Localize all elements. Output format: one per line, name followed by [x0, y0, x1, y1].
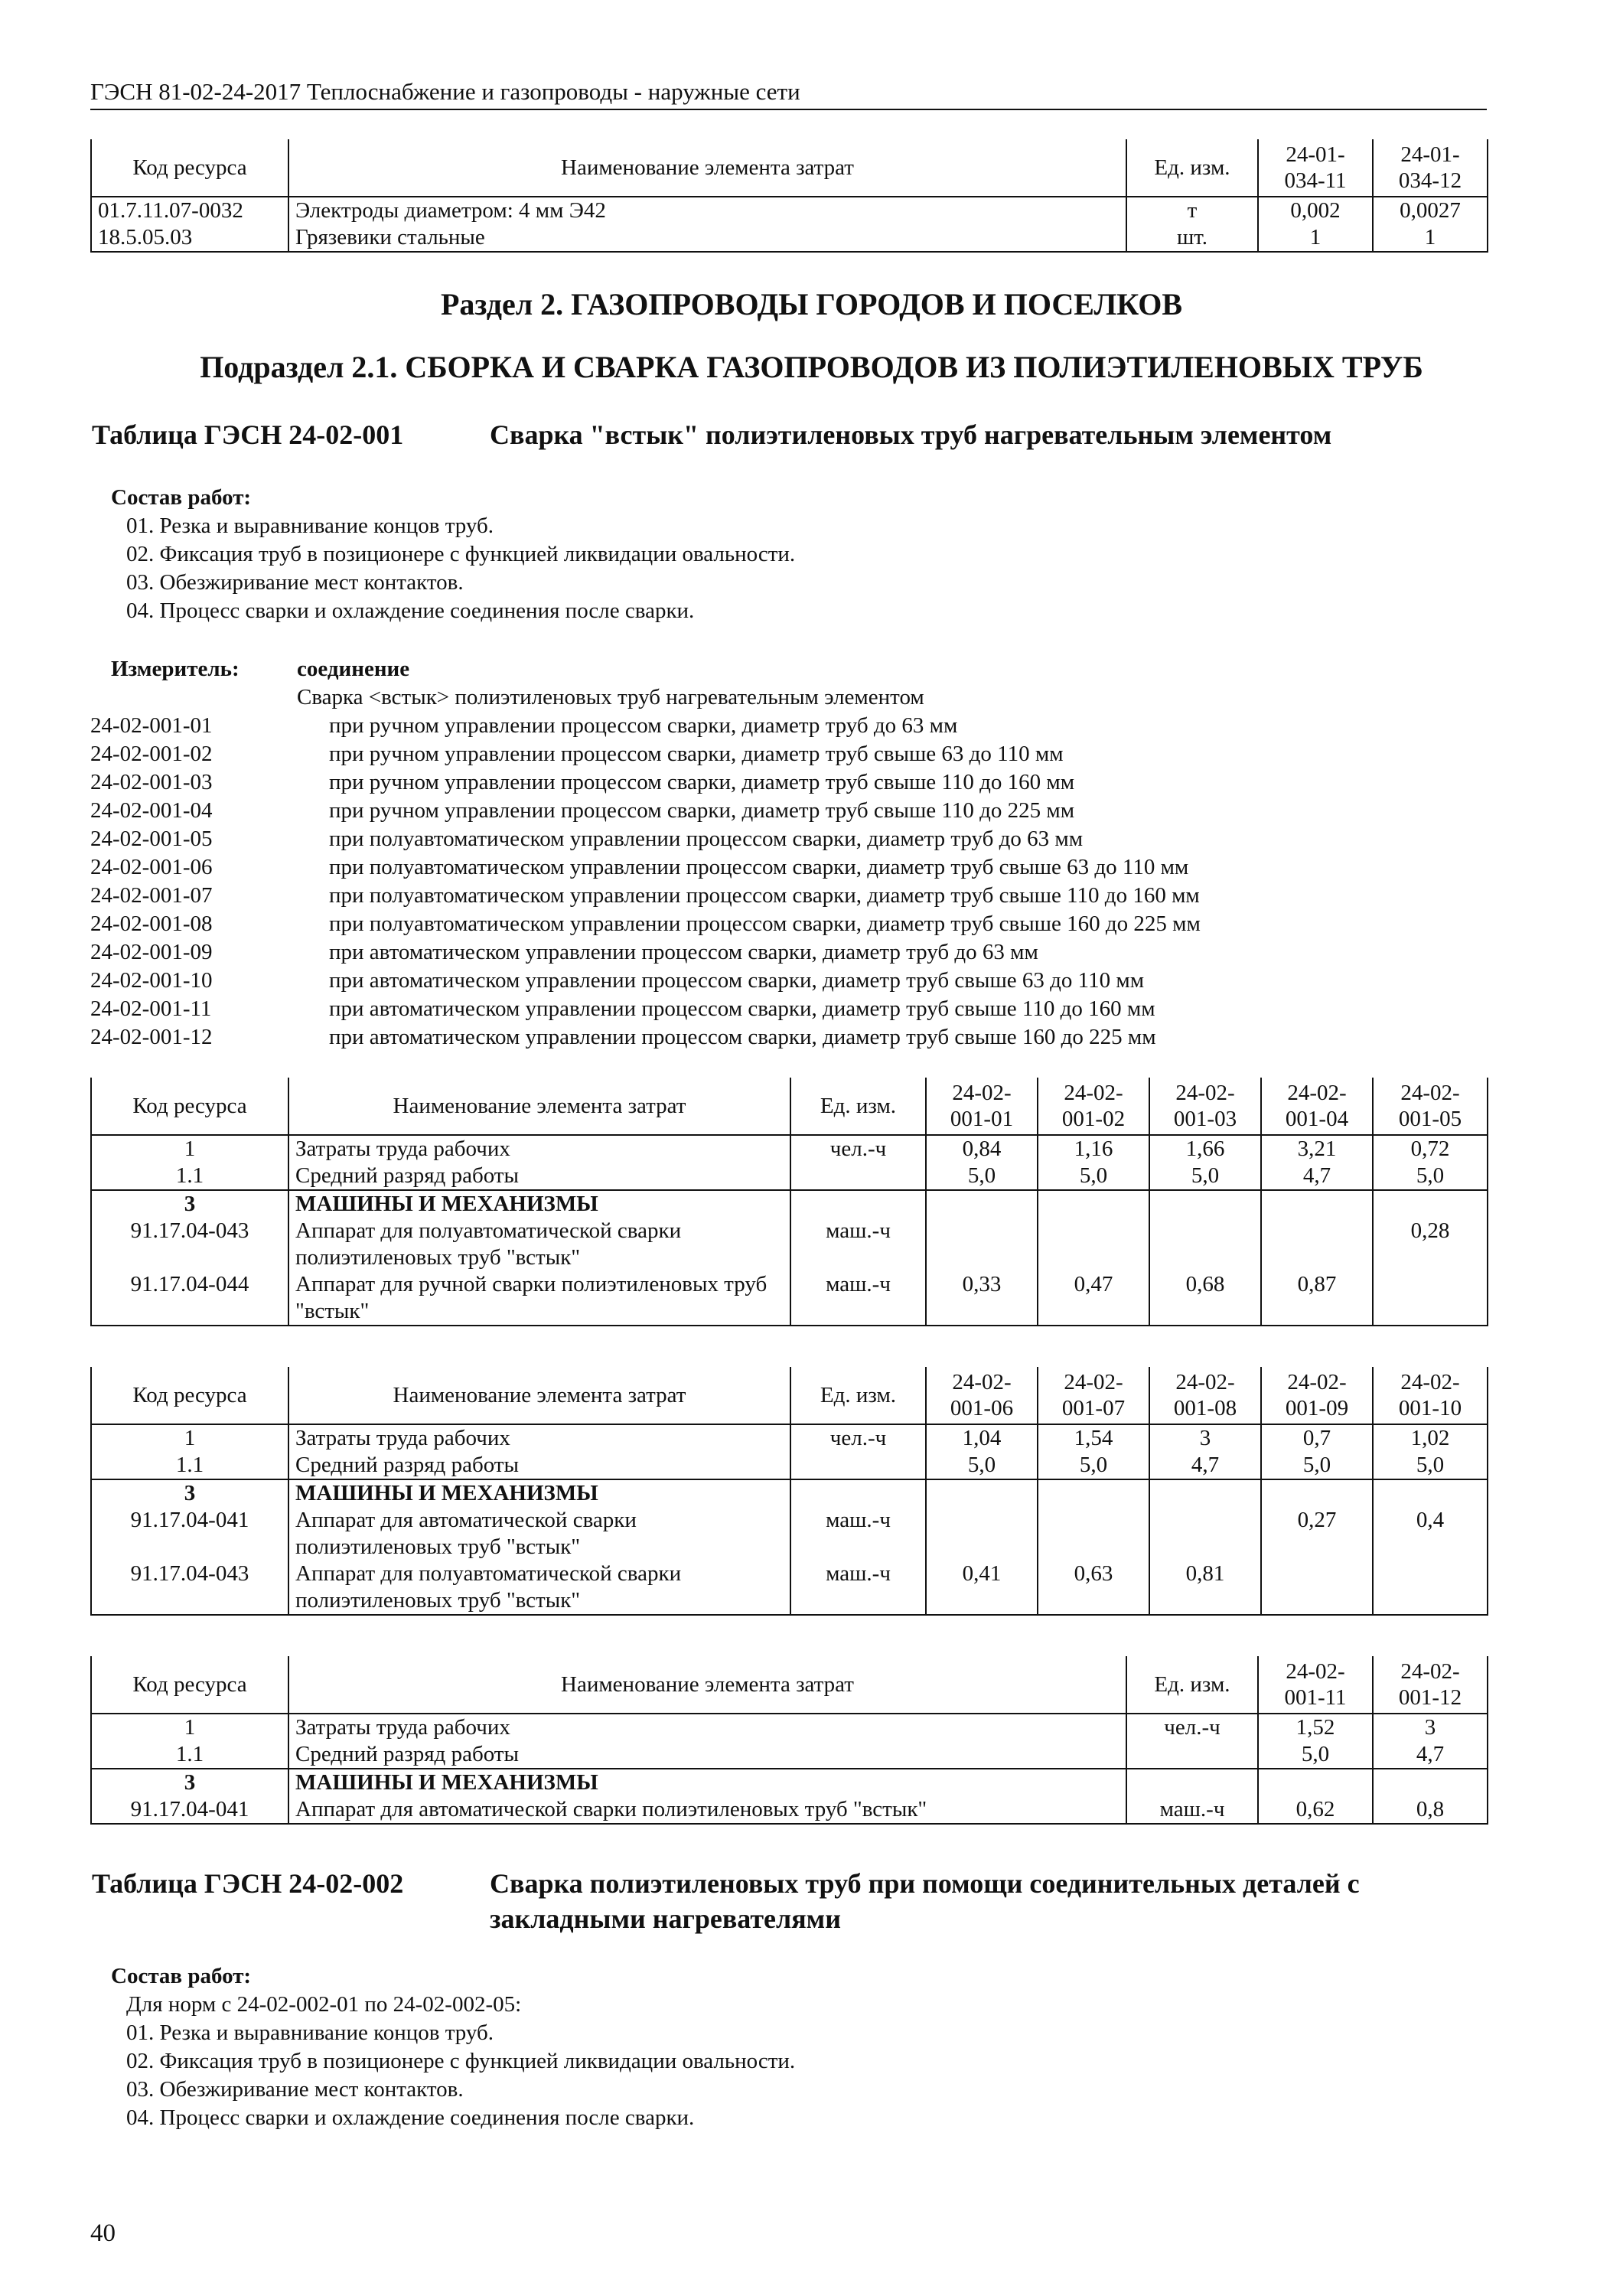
resource-code: 1 — [91, 1714, 288, 1741]
norm-text: при полуавтоматическом управлении процессом сварки, диаметр труб до 63 мм — [329, 827, 1084, 851]
norm-value — [926, 1218, 1038, 1271]
header-code: Код ресурса — [91, 139, 288, 197]
table-row — [91, 1561, 1488, 1615]
resource-name: Средний разряд работы — [288, 1452, 790, 1479]
resource-unit — [1126, 1769, 1258, 1796]
resource-name: Аппарат для полуавтоматической сварки полиэтиленовых труб "встык" — [288, 1218, 790, 1271]
norm-value — [1038, 1507, 1149, 1561]
header-norm-col: 24-02- 001-01 — [926, 1078, 1038, 1135]
norm-value — [926, 1507, 1038, 1561]
norm-text: при ручном управлении процессом сварки, диаметр труб свыше 110 до 160 мм — [329, 770, 1075, 794]
header-norm-col: 24-02- 001-04 — [1261, 1078, 1373, 1135]
norm-text: при полуавтоматическом управлении процессом сварки, диаметр труб свыше 160 до 225 мм — [329, 912, 1201, 936]
header-unit: Ед. изм. — [1126, 1656, 1258, 1714]
section-title: Раздел 2. ГАЗОПРОВОДЫ ГОРОДОВ И ПОСЕЛКОВ — [440, 287, 1183, 321]
table-row — [91, 1796, 1488, 1824]
norm-text: при ручном управлении процессом сварки, диаметр труб свыше 110 до 225 мм — [329, 798, 1075, 823]
works-intro: Для норм с 24-02-002-01 по 24-02-002-05: — [126, 1992, 522, 2017]
list-item — [90, 768, 1468, 797]
works-label: Состав работ: — [111, 1964, 252, 1988]
norm-value — [1038, 1218, 1149, 1271]
norm-code: 24-02-001-07 — [90, 883, 213, 908]
header-code: Код ресурса — [91, 1367, 288, 1424]
norm-group-title-row — [90, 683, 1468, 712]
norm-value — [1149, 1507, 1261, 1561]
header-unit: Ед. изм. — [790, 1367, 926, 1424]
norm-value: 1,52 — [1258, 1714, 1373, 1741]
norm-code: 24-02-001-10 — [90, 968, 213, 993]
meter-label: Измеритель: — [111, 657, 240, 681]
norm-value — [1261, 1479, 1373, 1507]
norm-value — [926, 1479, 1038, 1507]
table-row — [91, 224, 1488, 252]
table-row — [91, 1190, 1488, 1218]
list-item — [90, 882, 1468, 910]
list-item: 02. Фиксация труб в позиционере с функцией ликвидации овальности. — [126, 542, 796, 566]
resource-code: 91.17.04-043 — [91, 1561, 288, 1615]
list-item — [90, 910, 1468, 938]
header-norm-col: 24-02- 001-06 — [926, 1367, 1038, 1424]
works-label: Состав работ: — [111, 485, 252, 510]
norm-value: 5,0 — [926, 1452, 1038, 1479]
resource-name: Средний разряд работы — [288, 1163, 790, 1190]
resource-unit: чел.-ч — [790, 1135, 926, 1163]
resource-unit — [790, 1190, 926, 1218]
norm-value: 0,63 — [1038, 1561, 1149, 1615]
norm-value: 5,0 — [1149, 1163, 1261, 1190]
header-name: Наименование элемента затрат — [288, 1656, 1126, 1714]
table-row — [91, 1714, 1488, 1741]
norm-value — [1149, 1218, 1261, 1271]
resource-unit: маш.-ч — [790, 1507, 926, 1561]
list-item — [90, 1023, 1468, 1052]
norm-value — [1258, 1769, 1373, 1796]
norm-value: 1,54 — [1038, 1424, 1149, 1452]
meter-value: соединение — [297, 657, 410, 681]
resource-unit: чел.-ч — [1126, 1714, 1258, 1741]
norm-value: 0,72 — [1373, 1135, 1488, 1163]
header-unit: Ед. изм. — [790, 1078, 926, 1135]
list-item — [90, 938, 1468, 967]
norm-value: 0,4 — [1373, 1507, 1488, 1561]
resource-name: Электроды диаметром: 4 мм Э42 — [288, 197, 1126, 224]
norm-value — [1373, 1190, 1488, 1218]
norm-value — [1261, 1561, 1373, 1615]
resource-name: Затраты труда рабочих — [288, 1714, 1126, 1741]
table-row — [91, 1424, 1488, 1452]
header-norm-col: 24-02- 001-07 — [1038, 1367, 1149, 1424]
resource-table-001-01-05 — [90, 1078, 1488, 1326]
header-name: Наименование элемента затрат — [288, 139, 1126, 197]
list-item: 04. Процесс сварки и охлаждение соединения после сварки. — [126, 598, 695, 623]
resource-unit: маш.-ч — [1126, 1796, 1258, 1824]
resource-table-continuation — [90, 139, 1488, 253]
norm-value: 5,0 — [1038, 1163, 1149, 1190]
norm-value: 0,002 — [1258, 197, 1373, 224]
resource-unit: маш.-ч — [790, 1271, 926, 1326]
norm-value — [1038, 1479, 1149, 1507]
resource-unit: т — [1126, 197, 1258, 224]
table-header-row — [91, 139, 1488, 197]
norm-value: 0,68 — [1149, 1271, 1261, 1326]
list-item: 01. Резка и выравнивание концов труб. — [126, 514, 494, 538]
norm-value: 1,02 — [1373, 1424, 1488, 1452]
resource-name: Затраты труда рабочих — [288, 1424, 790, 1452]
norm-code: 24-02-001-02 — [90, 742, 213, 766]
list-item — [90, 853, 1468, 882]
table-row — [91, 1163, 1488, 1190]
norm-value: 5,0 — [1261, 1452, 1373, 1479]
table-row — [91, 197, 1488, 224]
norm-code: 24-02-001-06 — [90, 855, 213, 879]
list-item: 04. Процесс сварки и охлаждение соединения после сварки. — [126, 2105, 695, 2130]
norm-value: 5,0 — [1373, 1452, 1488, 1479]
norm-code: 24-02-001-11 — [90, 996, 212, 1021]
norm-value: 3 — [1149, 1424, 1261, 1452]
resource-unit — [1126, 1741, 1258, 1769]
works-composition-002 — [111, 1962, 251, 1991]
resource-code: 91.17.04-041 — [91, 1796, 288, 1824]
resource-code: 91.17.04-043 — [91, 1218, 288, 1271]
resource-table-001-11-12 — [90, 1656, 1488, 1825]
norm-value: 1 — [1258, 224, 1373, 252]
resource-code: 1 — [91, 1424, 288, 1452]
norm-text: при ручном управлении процессом сварки, диаметр труб свыше 63 до 110 мм — [329, 742, 1064, 766]
norm-value — [1373, 1479, 1488, 1507]
resource-code: 1 — [91, 1135, 288, 1163]
table-title-002 — [92, 1866, 1492, 1942]
header-norm-col: 24-02- 001-11 — [1258, 1656, 1373, 1714]
norm-code: 24-02-001-04 — [90, 798, 213, 823]
resource-unit — [790, 1452, 926, 1479]
norm-value: 0,84 — [926, 1135, 1038, 1163]
works-list-002 — [126, 1991, 795, 2132]
norm-value: 0,62 — [1258, 1796, 1373, 1824]
table-title-001 — [92, 417, 1492, 455]
norm-text: при автоматическом управлении процессом сварки, диаметр труб свыше 160 до 225 мм — [329, 1025, 1156, 1049]
resource-code: 91.17.04-044 — [91, 1271, 288, 1326]
resource-name: Аппарат для автоматической сварки полиэтиленовых труб "встык" — [288, 1507, 790, 1561]
header-code: Код ресурса — [91, 1656, 288, 1714]
resource-unit: маш.-ч — [790, 1561, 926, 1615]
resource-code: 18.5.05.03 — [91, 224, 288, 252]
norm-value: 3,21 — [1261, 1135, 1373, 1163]
resource-name: Грязевики стальные — [288, 224, 1126, 252]
header-code: Код ресурса — [91, 1078, 288, 1135]
norm-code: 24-02-001-03 — [90, 770, 213, 794]
norm-group-title: Сварка <встык> полиэтиленовых труб нагревательным элементом — [297, 685, 924, 709]
list-item — [90, 797, 1468, 825]
norm-value: 5,0 — [1373, 1163, 1488, 1190]
resource-unit: чел.-ч — [790, 1424, 926, 1452]
norm-value: 1 — [1373, 224, 1488, 252]
norm-text: при автоматическом управлении процессом сварки, диаметр труб свыше 63 до 110 мм — [329, 968, 1145, 993]
norm-value: 4,7 — [1149, 1452, 1261, 1479]
table-row — [91, 1218, 1488, 1271]
resource-code: 01.7.11.07-0032 — [91, 197, 288, 224]
norm-value: 0,28 — [1373, 1218, 1488, 1271]
page-number: 40 — [90, 2219, 116, 2247]
norm-text: при полуавтоматическом управлении процессом сварки, диаметр труб свыше 110 до 160 мм — [329, 883, 1200, 908]
resource-code: 91.17.04-041 — [91, 1507, 288, 1561]
norm-value — [1261, 1190, 1373, 1218]
header-norm-col: 24-02- 001-05 — [1373, 1078, 1488, 1135]
header-name: Наименование элемента затрат — [288, 1078, 790, 1135]
norm-value — [1261, 1218, 1373, 1271]
norm-code: 24-02-001-09 — [90, 940, 213, 964]
norm-value: 1,16 — [1038, 1135, 1149, 1163]
header-norm-col: 24-02- 001-02 — [1038, 1078, 1149, 1135]
norm-value: 0,7 — [1261, 1424, 1373, 1452]
norm-text: при автоматическом управлении процессом сварки, диаметр труб свыше 110 до 160 мм — [329, 996, 1155, 1021]
table-row — [91, 1507, 1488, 1561]
norm-list — [0, 712, 1623, 1052]
list-item: 02. Фиксация труб в позиционере с функцией ликвидации овальности. — [126, 2049, 796, 2073]
list-item — [90, 825, 1468, 853]
header-unit: Ед. изм. — [1126, 139, 1258, 197]
resource-code: 1.1 — [91, 1741, 288, 1769]
norm-value — [1373, 1769, 1488, 1796]
running-header: ГЭСН 81-02-24-2017 Теплоснабжение и газопроводы - наружные сети — [90, 77, 1487, 110]
resource-code: 3 — [91, 1479, 288, 1507]
resource-unit — [790, 1479, 926, 1507]
list-item — [90, 995, 1468, 1023]
resource-code: 1.1 — [91, 1452, 288, 1479]
norm-value — [1149, 1190, 1261, 1218]
header-norm-col: 24-02- 001-10 — [1373, 1367, 1488, 1424]
norm-value: 0,8 — [1373, 1796, 1488, 1824]
list-item — [90, 967, 1468, 995]
norm-text: при ручном управлении процессом сварки, диаметр труб до 63 мм — [329, 713, 958, 738]
norm-value: 5,0 — [1258, 1741, 1373, 1769]
works-composition-001 — [111, 484, 251, 512]
table-row — [91, 1271, 1488, 1326]
norm-value — [1373, 1271, 1488, 1326]
resource-name: МАШИНЫ И МЕХАНИЗМЫ — [288, 1190, 790, 1218]
header-norm-col: 24-01- 034-12 — [1373, 139, 1488, 197]
norm-value: 1,66 — [1149, 1135, 1261, 1163]
list-item: 01. Резка и выравнивание концов труб. — [126, 2020, 494, 2045]
table-row — [91, 1741, 1488, 1769]
norm-value: 0,47 — [1038, 1271, 1149, 1326]
norm-value — [1373, 1561, 1488, 1615]
resource-code: 3 — [91, 1190, 288, 1218]
norm-value — [1038, 1190, 1149, 1218]
list-item: 03. Обезжиривание мест контактов. — [126, 2077, 464, 2102]
resource-unit — [790, 1163, 926, 1190]
norm-code: 24-02-001-08 — [90, 912, 213, 936]
header-norm-col: 24-02- 001-08 — [1149, 1367, 1261, 1424]
header-name: Наименование элемента затрат — [288, 1367, 790, 1424]
norm-value: 0,81 — [1149, 1561, 1261, 1615]
table-code: Таблица ГЭСН 24-02-001 — [92, 419, 404, 450]
header-norm-col: 24-02- 001-03 — [1149, 1078, 1261, 1135]
table-row — [91, 1452, 1488, 1479]
norm-code: 24-02-001-01 — [90, 713, 213, 738]
resource-code: 3 — [91, 1769, 288, 1796]
works-list-001 — [126, 512, 795, 625]
norm-value — [926, 1190, 1038, 1218]
table-row — [91, 1769, 1488, 1796]
norm-value: 4,7 — [1373, 1741, 1488, 1769]
norm-value: 1,04 — [926, 1424, 1038, 1452]
resource-name: Затраты труда рабочих — [288, 1135, 790, 1163]
norm-value: 3 — [1373, 1714, 1488, 1741]
table-code: Таблица ГЭСН 24-02-002 — [92, 1868, 404, 1899]
table-name: Сварка полиэтиленовых труб при помощи соединительных деталей с закладными нагревателями — [490, 1868, 1360, 1934]
norm-code: 24-02-001-12 — [90, 1025, 213, 1049]
norm-value — [1149, 1479, 1261, 1507]
norm-value: 0,87 — [1261, 1271, 1373, 1326]
resource-name: Аппарат для автоматической сварки полиэтиленовых труб "встык" — [288, 1796, 1126, 1824]
header-norm-col: 24-02- 001-09 — [1261, 1367, 1373, 1424]
norm-value: 0,41 — [926, 1561, 1038, 1615]
resource-code: 1.1 — [91, 1163, 288, 1190]
norm-value: 0,27 — [1261, 1507, 1373, 1561]
resource-name: Аппарат для полуавтоматической сварки полиэтиленовых труб "встык" — [288, 1561, 790, 1615]
resource-name: МАШИНЫ И МЕХАНИЗМЫ — [288, 1479, 790, 1507]
header-norm-col: 24-01- 034-11 — [1258, 139, 1373, 197]
resource-name: Аппарат для ручной сварки полиэтиленовых труб "встык" — [288, 1271, 790, 1326]
table-name: Сварка "встык" полиэтиленовых труб нагревательным элементом — [490, 419, 1332, 450]
table-row — [91, 1135, 1488, 1163]
subsection-title: Подраздел 2.1. СБОРКА И СВАРКА ГАЗОПРОВОДОВ ИЗ ПОЛИЭТИЛЕНОВЫХ ТРУБ — [200, 350, 1423, 384]
norm-value: 4,7 — [1261, 1163, 1373, 1190]
list-item — [90, 712, 1468, 740]
header-norm-col: 24-02- 001-12 — [1373, 1656, 1488, 1714]
table-row — [91, 1479, 1488, 1507]
table-header-row — [91, 1656, 1488, 1714]
table-header-row — [91, 1078, 1488, 1135]
resource-name: Средний разряд работы — [288, 1741, 1126, 1769]
resource-name: МАШИНЫ И МЕХАНИЗМЫ — [288, 1769, 1126, 1796]
table-header-row — [91, 1367, 1488, 1424]
norm-value: 5,0 — [926, 1163, 1038, 1190]
resource-table-001-06-10 — [90, 1367, 1488, 1616]
norm-value: 0,33 — [926, 1271, 1038, 1326]
resource-unit: шт. — [1126, 224, 1258, 252]
norm-code: 24-02-001-05 — [90, 827, 213, 851]
resource-unit: маш.-ч — [790, 1218, 926, 1271]
norm-value: 5,0 — [1038, 1452, 1149, 1479]
list-item — [90, 740, 1468, 768]
norm-text: при полуавтоматическом управлении процессом сварки, диаметр труб свыше 63 до 110 мм — [329, 855, 1189, 879]
norm-value: 0,0027 — [1373, 197, 1488, 224]
norm-text: при автоматическом управлении процессом сварки, диаметр труб до 63 мм — [329, 940, 1038, 964]
list-item: 03. Обезжиривание мест контактов. — [126, 570, 464, 595]
meter-row — [90, 655, 1468, 683]
